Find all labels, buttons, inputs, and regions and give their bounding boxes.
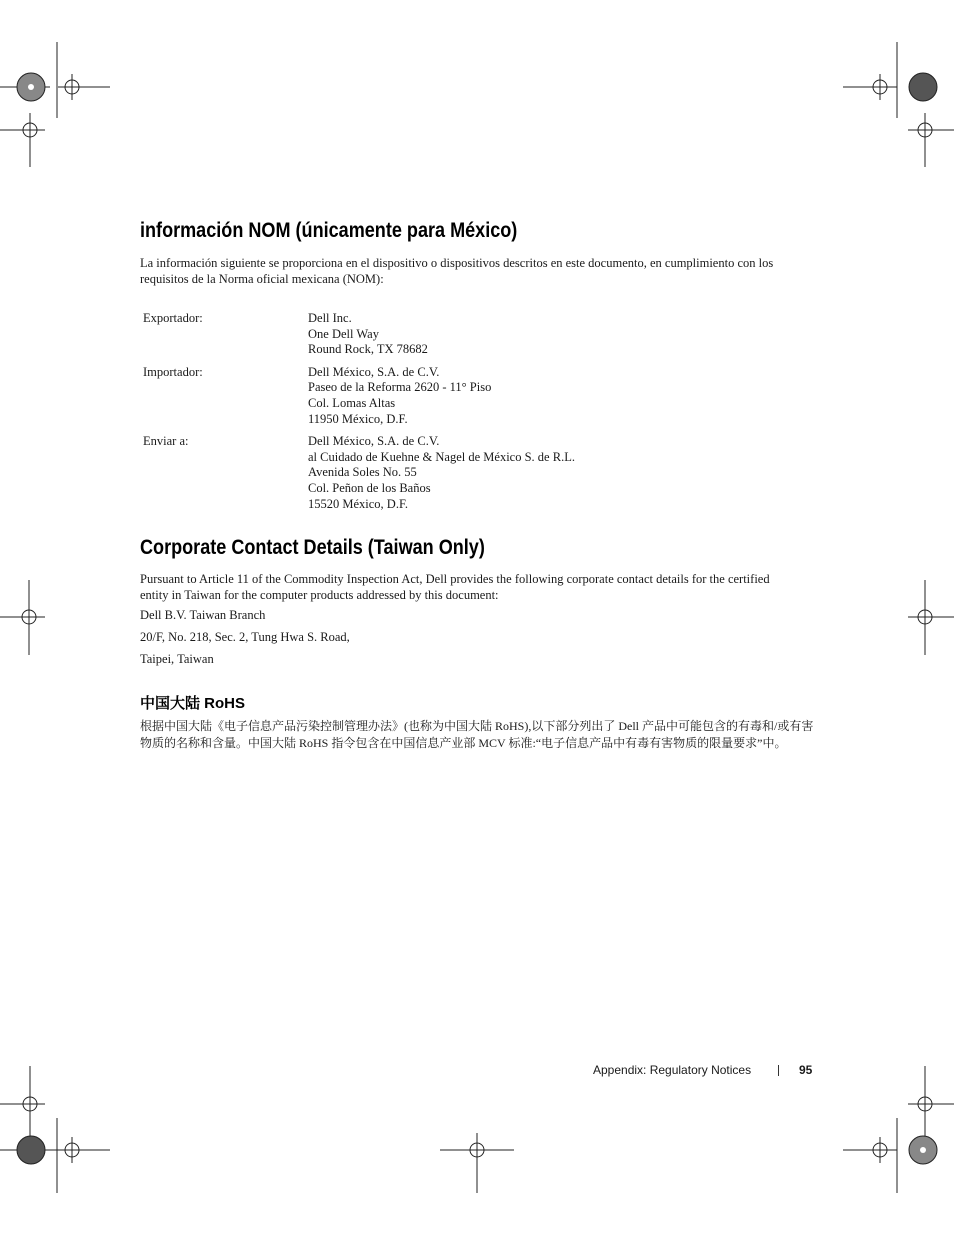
nom-row-ship-to (140, 427, 575, 512)
heading-taiwan: Corporate Contact Details (Taiwan Only) (140, 536, 485, 559)
taiwan-address-line: Dell B.V. Taiwan Branch (140, 608, 266, 622)
nom-line: al Cuidado de Kuehne & Nagel de México S. de R.L. (308, 449, 575, 464)
nom-line: Round Rock, TX 78682 (308, 342, 428, 357)
nom-line: 11950 México, D.F. (308, 411, 408, 426)
nom-line: Dell México, S.A. de C.V. (308, 364, 440, 379)
heading-rohs: 中国大陆 RoHS (140, 695, 246, 712)
nom-line: One Dell Way (308, 326, 379, 341)
heading-nom: información NOM (únicamente para México) (140, 219, 518, 242)
nom-row-importer (140, 358, 575, 427)
footer-section-title: Appendix: Regulatory Notices (593, 1063, 752, 1077)
nom-line: Avenida Soles No. 55 (308, 465, 417, 480)
nom-line: Dell México, S.A. de C.V. (308, 434, 440, 449)
taiwan-address-line: Taipei, Taiwan (140, 652, 214, 666)
nom-line: Col. Lomas Altas (308, 395, 396, 410)
taiwan-intro: Pursuant to Article 11 of the Commodity Inspection Act, Dell provides the following corporate contact details for the certified entity in Taiwan for the computer products addressed by this document: (140, 572, 770, 602)
taiwan-address-line: 20/F, No. 218, Sec. 2, Tung Hwa S. Road, (140, 630, 350, 644)
nom-line: Col. Peñon de los Baños (308, 480, 431, 495)
nom-label: Exportador: (143, 311, 203, 325)
rohs-body: 根据中国大陆《电子信息产品污染控制管理办法》(也称为中国大陆 RoHS),以下部分列出了 Dell 产品中可能包含的有毒和/或有害物质的名称和含量。中国大陆 RoHS 指令包含在中国信息产业部 MCV 标准:“电子信息产品中有毒有害物质的限量要求”中。 (140, 719, 814, 750)
nom-line: 15520 México, D.F. (308, 496, 409, 511)
nom-label: Enviar a: (143, 434, 189, 449)
nom-line: Paseo de la Reforma 2620 - 11° Piso (308, 380, 492, 395)
nom-line: Dell Inc. (308, 311, 352, 325)
nom-intro: La información siguiente se proporciona en el dispositivo o dispositivos descritos en este documento, en cumplimiento con los requisitos de la Norma oficial mexicana (NOM): (140, 256, 774, 286)
nom-row-exporter (140, 311, 575, 358)
page-number: 95 (799, 1063, 813, 1077)
nom-table (140, 311, 575, 512)
footer-separator (778, 1065, 779, 1076)
nom-label: Importador: (143, 364, 203, 379)
